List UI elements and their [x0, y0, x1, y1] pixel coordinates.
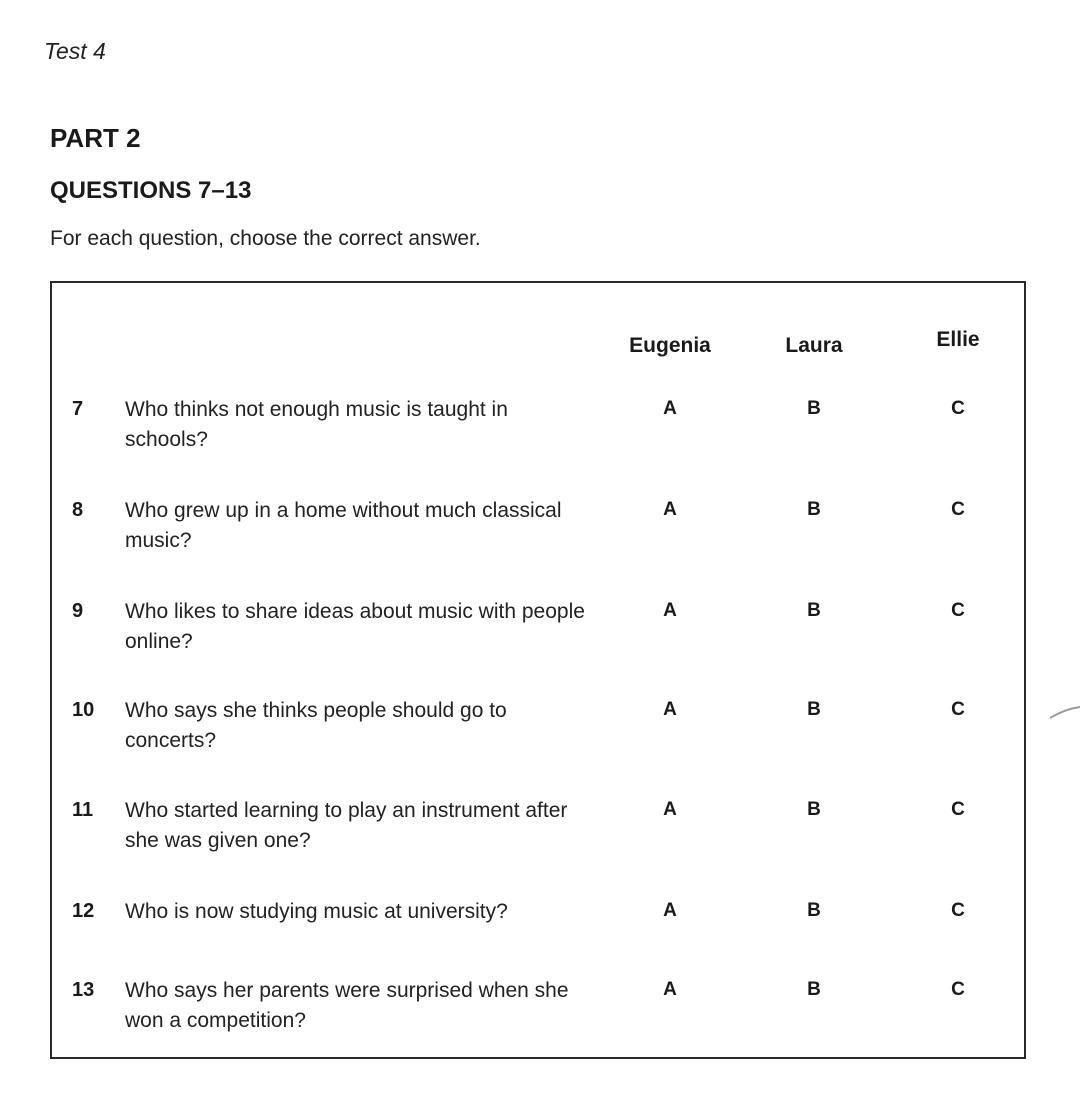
question-text: Who thinks not enough music is taught in schools? [125, 398, 508, 451]
option-a[interactable]: A [663, 699, 677, 720]
column-header-ellie: Ellie [936, 328, 980, 351]
option-a[interactable]: A [663, 398, 677, 419]
option-b[interactable]: B [807, 600, 821, 621]
question-number: 11 [72, 799, 94, 821]
option-b[interactable]: B [807, 799, 821, 820]
questions-table [50, 281, 1026, 1059]
question-number: 8 [72, 499, 84, 521]
page-edge-mark [1050, 705, 1080, 719]
option-b[interactable]: B [807, 398, 821, 419]
option-c[interactable]: C [951, 499, 965, 520]
option-c[interactable]: C [951, 799, 965, 820]
option-b[interactable]: B [807, 699, 821, 720]
option-c[interactable]: C [951, 600, 965, 621]
option-a[interactable]: A [663, 600, 677, 621]
column-header-eugenia: Eugenia [629, 334, 711, 357]
questions-heading: QUESTIONS 7–13 [50, 177, 252, 204]
question-number: 9 [72, 600, 84, 622]
question-number: 7 [72, 398, 84, 420]
question-text: Who started learning to play an instrument after she was given one? [125, 799, 568, 852]
question-text: Who grew up in a home without much classical music? [125, 499, 562, 552]
question-text: Who says she thinks people should go to concerts? [125, 699, 507, 752]
option-b[interactable]: B [807, 979, 821, 1000]
option-b[interactable]: B [807, 499, 821, 520]
option-c[interactable]: C [951, 699, 965, 720]
question-number: 12 [72, 900, 95, 922]
option-a[interactable]: A [663, 900, 677, 921]
question-number: 10 [72, 699, 95, 721]
option-c[interactable]: C [951, 900, 965, 921]
option-b[interactable]: B [807, 900, 821, 921]
question-number: 13 [72, 979, 95, 1001]
option-a[interactable]: A [663, 979, 677, 1000]
part-heading: PART 2 [50, 123, 141, 153]
option-a[interactable]: A [663, 799, 677, 820]
test-label: Test 4 [44, 38, 106, 64]
question-text: Who is now studying music at university? [125, 900, 508, 923]
option-c[interactable]: C [951, 979, 965, 1000]
column-header-laura: Laura [785, 334, 843, 357]
option-c[interactable]: C [951, 398, 965, 419]
instruction-text: For each question, choose the correct answer. [50, 227, 481, 250]
question-text: Who says her parents were surprised when she won a competition? [125, 979, 569, 1032]
option-a[interactable]: A [663, 499, 677, 520]
question-text: Who likes to share ideas about music with people online? [125, 600, 585, 653]
